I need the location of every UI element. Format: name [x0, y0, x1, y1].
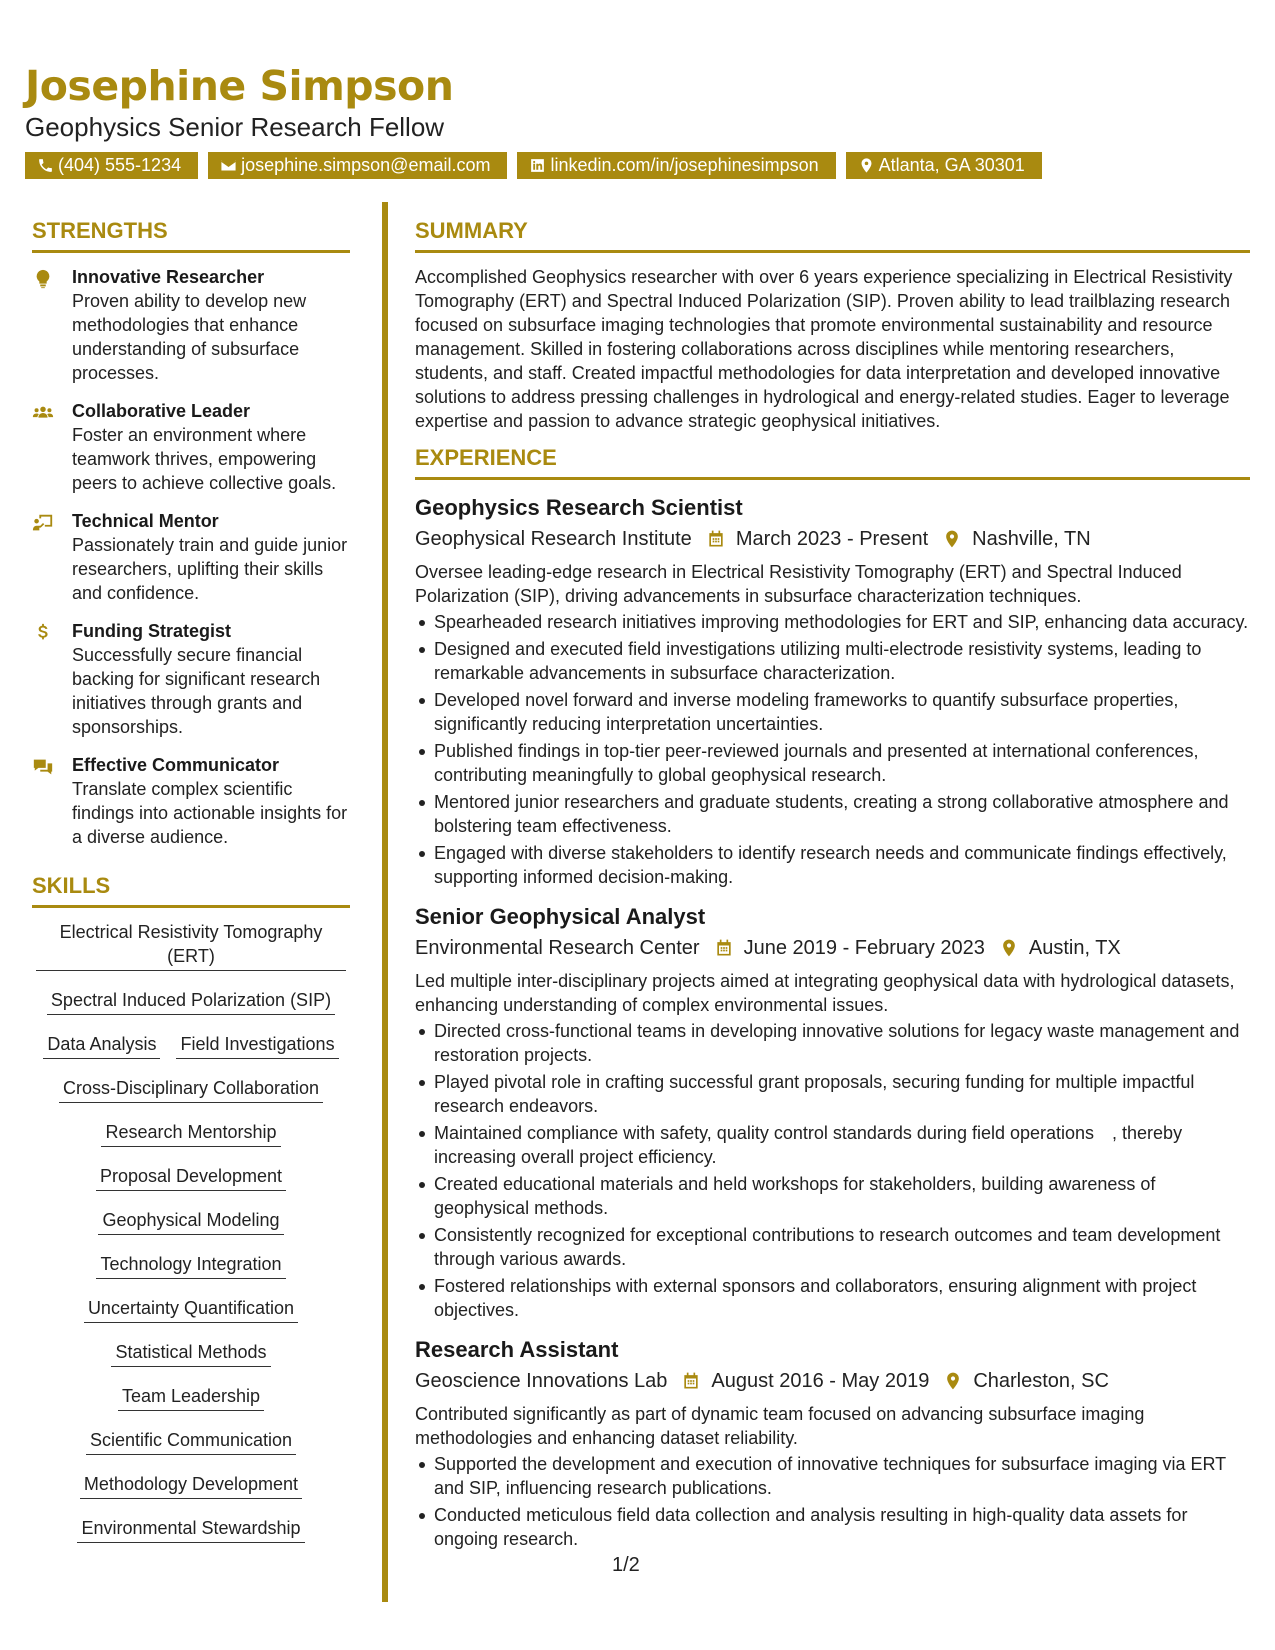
- job-bullet: Designed and executed field investigations utilizing multi-electrode resistivity systems, leading to remarkable advancements in subsurface characterization.: [415, 637, 1250, 685]
- skill-tag: Environmental Stewardship: [77, 1516, 304, 1543]
- strength-title: Collaborative Leader: [72, 401, 251, 421]
- job-location: Nashville, TN: [972, 528, 1091, 550]
- strength-title: Effective Communicator: [72, 755, 280, 775]
- column-divider: [382, 202, 388, 1602]
- strength-item: [32, 509, 350, 605]
- job-bullet: Consistently recognized for exceptional contributions to research outcomes and team development through various awards.: [415, 1223, 1250, 1271]
- job-bullet: Created educational materials and held workshops for stakeholders, building awareness of geophysical methods.: [415, 1172, 1250, 1220]
- job-entry: [415, 1336, 1250, 1551]
- skill-tag: Methodology Development: [80, 1472, 302, 1499]
- job-bullets: [415, 1019, 1250, 1322]
- job-bullet: Fostered relationships with external sponsors and collaborators, ensuring alignment with project objectives.: [415, 1274, 1250, 1322]
- job-dates: March 2023 - Present: [735, 528, 929, 550]
- company-name: Environmental Research Center: [415, 937, 700, 959]
- contact-phone[interactable]: [25, 152, 198, 179]
- job-location: Austin, TX: [1028, 937, 1121, 959]
- job-bullet: Played pivotal role in crafting successful grant proposals, securing funding for multiple impactful research endeavors.: [415, 1070, 1250, 1118]
- chalkboard-teacher-icon: [32, 512, 54, 534]
- contact-bar: [25, 152, 1042, 179]
- job-dates: August 2016 - May 2019: [711, 1370, 930, 1392]
- comments-icon: [32, 756, 54, 778]
- calendar-icon: [706, 529, 726, 549]
- skill-tag: Research Mentorship: [101, 1120, 280, 1147]
- envelope-icon: [220, 157, 237, 174]
- skill-tag: Field Investigations: [176, 1032, 338, 1059]
- strength-item: [32, 619, 350, 739]
- job-bullet: Spearheaded research initiatives improving methodologies for ERT and SIP, enhancing data accuracy.: [415, 610, 1250, 634]
- job-bullet: Engaged with diverse stakeholders to identify research needs and communicate findings effectively, supporting informed decision-making.: [415, 841, 1250, 889]
- job-bullet: Directed cross-functional teams in developing innovative solutions for legacy waste management and restoration projects.: [415, 1019, 1250, 1067]
- lightbulb-icon: [32, 268, 54, 290]
- strength-item: [32, 399, 350, 495]
- contact-linkedin[interactable]: [517, 152, 835, 179]
- summary-text: Accomplished Geophysics researcher with over 6 years experience specializing in Electrical Resistivity Tomography (ERT) and Spectral Induced Polarization (SIP). Proven ability to lead trailblazing research focused on subsurface imaging technologies that promote environmental sustainability and resource management. Skilled in fostering collaborations across disciplines while mentoring researchers, students, and staff. Created impactful methodologies for data interpretation and developed innovative solutions to address pressing challenges in hydrological and energy-related studies. Eager to leverage expertise and passion to advance strategic geophysical initiatives.: [415, 267, 1233, 431]
- contact-location: [846, 152, 1042, 179]
- users-icon: [32, 402, 54, 424]
- map-marker-icon: [943, 1371, 963, 1391]
- contact-email[interactable]: [208, 152, 507, 179]
- company-name: Geophysical Research Institute: [415, 528, 692, 550]
- left-column: [32, 218, 350, 1543]
- job-description: Led multiple inter-disciplinary projects aimed at integrating geophysical data with hydrological datasets, enhancing understanding of complex environmental issues.: [415, 971, 1235, 1015]
- strength-desc: Translate complex scientific findings into actionable insights for a diverse audience.: [72, 779, 348, 847]
- strength-item: [32, 265, 350, 385]
- job-bullets: [415, 1452, 1250, 1551]
- job-bullet: Supported the development and execution of innovative techniques for subsurface imaging via ERT and SIP, influencing research publications.: [415, 1452, 1250, 1500]
- strength-desc: Foster an environment where teamwork thrives, empowering peers to achieve collective goals.: [72, 425, 337, 493]
- skills-heading: SKILLS: [32, 873, 350, 908]
- map-marker-icon: [942, 529, 962, 549]
- job-bullet: Mentored junior researchers and graduate students, creating a strong collaborative atmosphere and bolstering team effectiveness.: [415, 790, 1250, 838]
- job-meta: [415, 1366, 1250, 1396]
- job-entry: [415, 903, 1250, 1322]
- strength-title: Funding Strategist: [72, 621, 231, 641]
- skill-tag: Technology Integration: [96, 1252, 285, 1279]
- job-bullet: Maintained compliance with safety, quality control standards during field operations , thereby increasing overall project efficiency.: [415, 1121, 1250, 1169]
- contact-linkedin-text: linkedin.com/in/josephinesimpson: [550, 155, 819, 175]
- strength-item: [32, 753, 350, 849]
- job-entry-title: Research Assistant: [415, 1337, 619, 1362]
- calendar-icon: [681, 1371, 701, 1391]
- skill-tag: Team Leadership: [118, 1384, 264, 1411]
- strength-desc: Successfully secure financial backing for significant research initiatives through grants and sponsorships.: [72, 645, 321, 737]
- job-location: Charleston, SC: [973, 1370, 1109, 1392]
- contact-location-text: Atlanta, GA 30301: [878, 155, 1025, 175]
- job-title: Geophysics Senior Research Fellow: [25, 112, 445, 142]
- skill-tag: Cross-Disciplinary Collaboration: [59, 1076, 323, 1103]
- job-dates: June 2019 - February 2023: [743, 937, 985, 959]
- skill-tag: Electrical Resistivity Tomography (ERT): [36, 920, 346, 971]
- job-entry-title: Senior Geophysical Analyst: [415, 904, 706, 929]
- phone-icon: [37, 157, 54, 174]
- job-entry: [415, 494, 1250, 889]
- linkedin-icon: [529, 157, 546, 174]
- job-bullet: Developed novel forward and inverse modeling frameworks to quantify subsurface properties, significantly reducing interpretation uncertainties.: [415, 688, 1250, 736]
- contact-email-text: josephine.simpson@email.com: [241, 155, 491, 175]
- right-column: [415, 218, 1250, 1554]
- strength-title: Technical Mentor: [72, 511, 219, 531]
- map-marker-icon: [999, 938, 1019, 958]
- candidate-name: Josephine Simpson: [25, 62, 454, 110]
- strength-title: Innovative Researcher: [72, 267, 265, 287]
- skill-tag: Proposal Development: [96, 1164, 286, 1191]
- skill-tag: Uncertainty Quantification: [84, 1296, 298, 1323]
- calendar-icon: [714, 938, 734, 958]
- company-name: Geoscience Innovations Lab: [415, 1370, 668, 1392]
- skill-tag: Geophysical Modeling: [98, 1208, 283, 1235]
- skill-tag: Spectral Induced Polarization (SIP): [47, 988, 335, 1015]
- map-marker-icon: [858, 157, 875, 174]
- job-bullet: Conducted meticulous field data collection and analysis resulting in high-quality data assets for ongoing research.: [415, 1503, 1250, 1551]
- job-entry-title: Geophysics Research Scientist: [415, 495, 743, 520]
- strengths-heading: STRENGTHS: [32, 218, 350, 253]
- page-number: 1/2: [612, 1554, 640, 1576]
- job-meta: [415, 524, 1250, 554]
- skill-tag: Scientific Communication: [86, 1428, 296, 1455]
- experience-heading: EXPERIENCE: [415, 445, 1250, 480]
- job-bullets: [415, 610, 1250, 889]
- skill-tag: Data Analysis: [43, 1032, 160, 1059]
- strengths-list: [32, 265, 350, 849]
- job-bullet: Published findings in top-tier peer-reviewed journals and presented at international conferences, contributing meaningfully to global geophysical research.: [415, 739, 1250, 787]
- summary-heading: SUMMARY: [415, 218, 1250, 253]
- contact-phone-text: (404) 555-1234: [58, 155, 182, 175]
- skills-list: [32, 920, 350, 1543]
- job-description: Oversee leading-edge research in Electrical Resistivity Tomography (ERT) and Spectral Induced Polarization (SIP), driving advancements in subsurface characterization techniques.: [415, 562, 1182, 606]
- dollar-icon: [32, 622, 54, 644]
- strength-desc: Proven ability to develop new methodologies that enhance understanding of subsurface processes.: [72, 291, 307, 383]
- job-description: Contributed significantly as part of dynamic team focused on advancing subsurface imaging methodologies and enhancing dataset reliability.: [415, 1404, 1145, 1448]
- job-meta: [415, 933, 1250, 963]
- strength-desc: Passionately train and guide junior researchers, uplifting their skills and confidence.: [72, 535, 348, 603]
- skill-tag: Statistical Methods: [111, 1340, 270, 1367]
